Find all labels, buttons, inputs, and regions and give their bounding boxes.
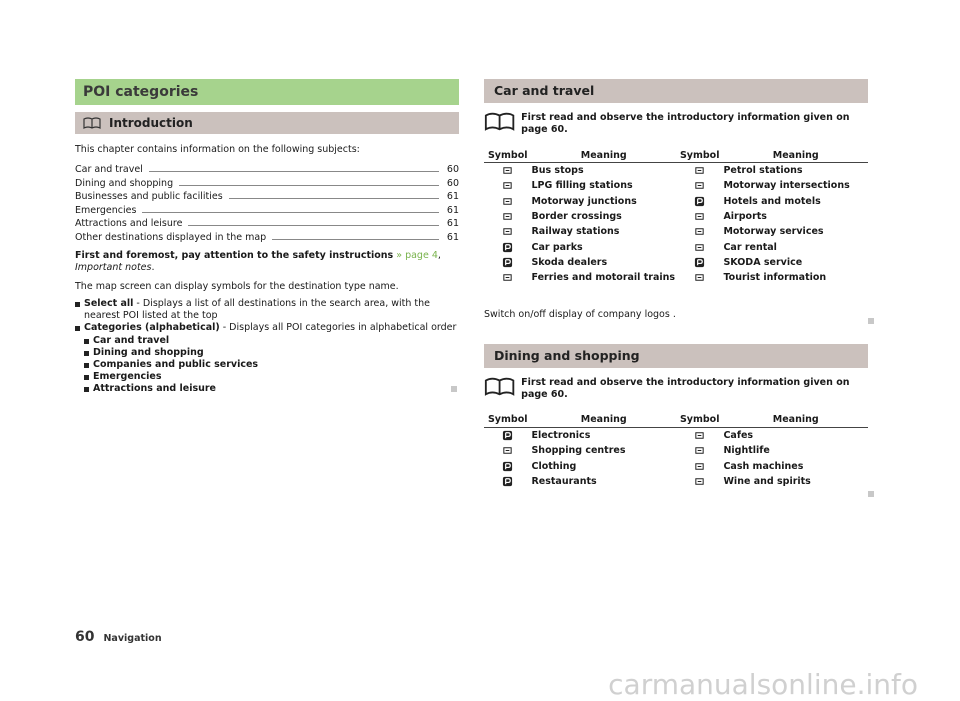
list-item <box>75 322 459 395</box>
symbol-cell <box>676 427 723 443</box>
safety-separator: , <box>437 249 441 261</box>
symbol-cell <box>676 458 723 473</box>
meaning-cell: SKODA service <box>723 256 803 268</box>
meaning-cell: Shopping centres <box>531 445 626 457</box>
table-row <box>484 239 868 254</box>
shirt-icon <box>502 461 513 472</box>
meaning-cell: Bus stops <box>531 165 584 177</box>
page-footer <box>75 629 162 645</box>
meaning-cell: Car rental <box>723 241 777 253</box>
page-number: 60 <box>75 629 95 645</box>
symbol-cell <box>484 163 531 179</box>
table-header-row <box>484 413 868 428</box>
dining-heading: Dining and shopping <box>484 344 868 368</box>
map-text: The map screen can display symbols for the destination type name. <box>75 280 399 292</box>
border-icon <box>502 211 513 222</box>
cart-icon <box>502 445 513 456</box>
meaning-cell: Skoda dealers <box>531 256 608 268</box>
fuel-pump-icon <box>694 165 705 176</box>
cup-icon <box>694 430 705 441</box>
car-travel-table <box>484 148 868 285</box>
electronics-icon <box>502 430 513 441</box>
toc-leader <box>188 225 439 226</box>
section-end-mark <box>451 386 457 392</box>
meaning-cell: Hotels and motels <box>723 195 821 207</box>
symbol-cell <box>676 443 723 458</box>
bullet-desc: - Displays a list of all destinations in the search area, with the nearest POI listed at the top <box>84 298 431 322</box>
safety-prefix: First and foremost, pay attention to the safety instructions <box>75 249 394 261</box>
cash-icon <box>694 461 705 472</box>
parking-icon <box>502 242 513 253</box>
meaning-cell: LPG filling stations <box>531 180 633 192</box>
column-header: Meaning <box>531 148 676 163</box>
toc-item[interactable] <box>75 202 459 216</box>
toc-item[interactable] <box>75 216 459 230</box>
meaning-cell: Cash machines <box>723 460 804 472</box>
intersection-icon <box>694 180 705 191</box>
important-notes-link[interactable]: Important notes <box>75 262 152 273</box>
skoda-icon <box>502 257 513 268</box>
toc-item[interactable] <box>75 189 459 203</box>
train-icon <box>502 226 513 237</box>
book-icon <box>83 117 101 129</box>
meaning-cell: Clothing <box>531 460 577 472</box>
meaning-cell: Motorway intersections <box>723 180 850 192</box>
meaning-cell: Airports <box>723 211 767 223</box>
toc-leader <box>272 239 439 240</box>
list-item: Car and travel <box>84 335 459 347</box>
symbol-cell <box>484 194 531 209</box>
column-header: Symbol <box>484 148 531 163</box>
intro-text: This chapter contains information on the following subjects: <box>75 144 360 155</box>
table-row <box>484 458 868 473</box>
bullet-desc: - Displays all POI categories in alphabetical order <box>219 322 457 334</box>
toc-page: 61 <box>446 231 459 243</box>
toc-label: Dining and shopping <box>75 177 174 189</box>
note-text: First read and observe the introductory information given on page 60. <box>521 376 850 400</box>
symbol-cell <box>484 458 531 473</box>
toc-label: Attractions and leisure <box>75 218 183 229</box>
symbol-cell <box>484 474 531 489</box>
table-row <box>484 224 868 239</box>
meaning-cell: Motorway junctions <box>531 195 637 207</box>
meaning-cell: Car parks <box>531 241 583 253</box>
toc-leader <box>229 198 439 199</box>
dining-table <box>484 413 868 489</box>
toc-page: 61 <box>446 218 459 229</box>
symbol-cell <box>484 270 531 285</box>
column-header: Symbol <box>484 413 531 428</box>
intro-heading: Introduction <box>109 116 193 130</box>
table-row <box>484 443 868 458</box>
symbol-cell <box>676 163 723 179</box>
column-header: Meaning <box>723 413 868 428</box>
bed-icon <box>694 196 705 207</box>
bottle-icon <box>694 476 705 487</box>
option-list <box>75 298 459 396</box>
meaning-cell: Ferries and motorail trains <box>531 272 676 284</box>
section-end-mark <box>868 318 874 324</box>
meaning-cell: Railway stations <box>531 226 620 238</box>
list-item: Dining and shopping <box>84 347 459 359</box>
watermark: carmanualsonline.info <box>608 668 918 701</box>
column-header: Meaning <box>723 148 868 163</box>
book-icon <box>484 375 515 397</box>
car-travel-heading: Car and travel <box>484 79 868 103</box>
table-row <box>484 163 868 179</box>
intro-heading-bar <box>75 112 459 134</box>
table-header-row <box>484 148 868 163</box>
symbol-cell <box>676 270 723 285</box>
book-icon <box>484 110 515 132</box>
table-row <box>484 255 868 270</box>
junction-icon <box>502 196 513 207</box>
symbol-cell <box>676 474 723 489</box>
meaning-cell: Tourist information <box>723 272 827 284</box>
symbol-cell <box>484 427 531 443</box>
meaning-cell: Petrol stations <box>723 165 803 177</box>
toc-page: 61 <box>446 204 459 216</box>
symbol-cell <box>676 194 723 209</box>
cutlery-icon <box>502 476 513 487</box>
meaning-cell: Motorway services <box>723 226 824 238</box>
ferry-icon <box>502 272 513 283</box>
toc-leader <box>179 185 439 186</box>
section-end-mark <box>868 491 874 497</box>
car-rental-icon <box>694 242 705 253</box>
sub-list <box>84 335 459 396</box>
lpg-icon <box>502 180 513 191</box>
symbol-cell <box>676 255 723 270</box>
column-header: Meaning <box>531 413 676 428</box>
symbol-cell <box>676 224 723 239</box>
symbol-cell <box>484 255 531 270</box>
table-row <box>484 427 868 443</box>
symbol-cell <box>676 239 723 254</box>
info-icon <box>694 272 705 283</box>
meaning-cell: Wine and spirits <box>723 475 811 487</box>
services-icon <box>694 226 705 237</box>
meaning-cell: Border crossings <box>531 211 622 223</box>
bus-icon <box>502 165 513 176</box>
toc-page: 60 <box>446 177 459 189</box>
meaning-cell: Electronics <box>531 430 591 442</box>
switch-text: Switch on/off display of company logos . <box>484 309 676 321</box>
symbol-cell <box>484 239 531 254</box>
meaning-cell: Nightlife <box>723 445 770 457</box>
right-column <box>484 79 868 489</box>
table-row <box>484 194 868 209</box>
toc-label: Businesses and public facilities <box>75 191 223 202</box>
toc-label: Emergencies <box>75 204 137 216</box>
toc-item[interactable] <box>75 162 459 176</box>
toc-item[interactable] <box>75 175 459 189</box>
symbol-cell <box>484 178 531 193</box>
bullet-label: Select all <box>84 298 134 309</box>
symbol-cell <box>484 224 531 239</box>
plane-icon <box>694 211 705 222</box>
note-row <box>484 110 868 136</box>
column-header: Symbol <box>676 148 723 163</box>
safety-text <box>75 250 459 275</box>
toc <box>75 162 459 243</box>
toc-label: Car and travel <box>75 164 143 175</box>
list-item: Attractions and leisure <box>84 383 459 395</box>
symbol-cell <box>676 178 723 193</box>
list-item: Emergencies <box>84 371 459 383</box>
toc-item[interactable] <box>75 229 459 243</box>
note-row <box>484 375 868 401</box>
symbol-cell <box>484 209 531 224</box>
list-item: Companies and public services <box>84 359 459 371</box>
note-text: First read and observe the introductory information given on page 60. <box>521 112 850 135</box>
table-row <box>484 178 868 193</box>
table-row <box>484 209 868 224</box>
list-item <box>75 298 459 322</box>
footer-section: Navigation <box>103 633 162 644</box>
toc-page: 60 <box>446 164 459 175</box>
table-row <box>484 474 868 489</box>
column-header: Symbol <box>676 413 723 428</box>
toc-page: 61 <box>446 191 459 202</box>
safety-page-link[interactable]: » page 4 <box>396 249 438 261</box>
symbol-cell <box>484 443 531 458</box>
safety-end: . <box>151 262 155 273</box>
section-title: POI categories <box>75 79 459 105</box>
meaning-cell: Cafes <box>723 430 754 442</box>
skoda-service-icon <box>694 257 705 268</box>
nightlife-icon <box>694 445 705 456</box>
table-row <box>484 270 868 285</box>
toc-label: Other destinations displayed in the map <box>75 231 267 243</box>
toc-leader <box>142 212 439 213</box>
meaning-cell: Restaurants <box>531 475 597 487</box>
symbol-cell <box>676 209 723 224</box>
toc-leader <box>149 171 439 172</box>
bullet-label: Categories (alphabetical) <box>84 322 220 334</box>
left-column <box>75 79 459 396</box>
